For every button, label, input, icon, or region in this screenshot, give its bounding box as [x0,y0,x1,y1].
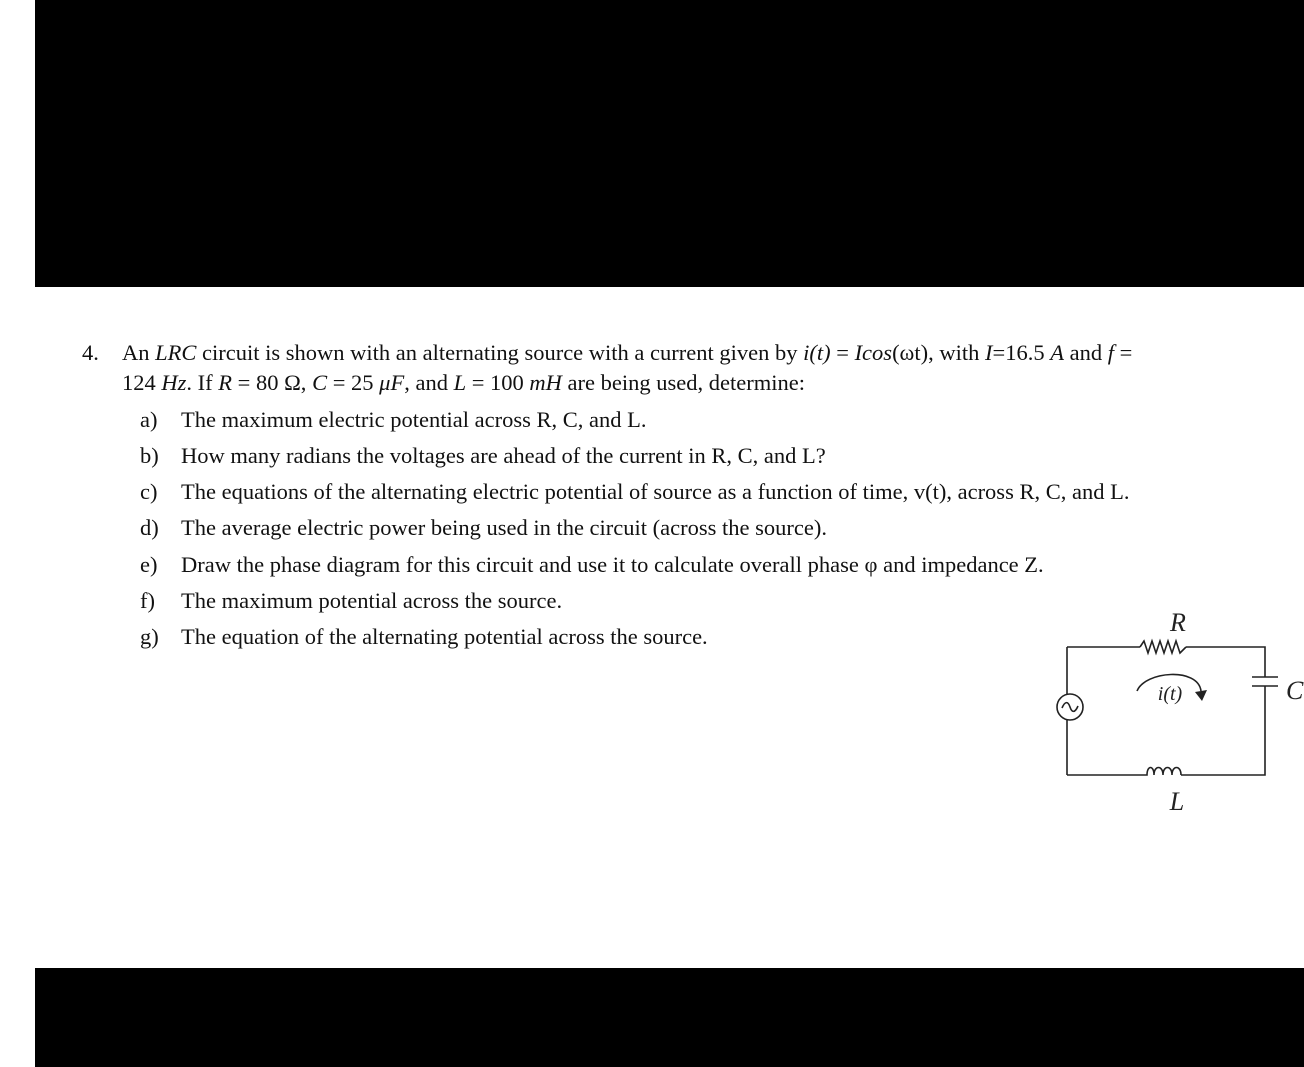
frequency-symbol: f [1107,340,1114,365]
sub-question-label: a) [140,407,158,432]
sub-question-text: The maximum potential across the source. [181,588,563,613]
text-segment: , and [404,370,454,395]
problem-number: 4. [82,340,99,365]
lrc-circuit-diagram [1040,605,1304,820]
sub-question-label: g) [140,624,159,649]
text-segment: =16.5 [992,340,1051,365]
current-arrow-head-icon [1195,690,1207,701]
sub-question-text: How many radians the voltages are ahead of the current in R, C, and L? [181,443,826,468]
stem-line-2 [122,368,1272,398]
resistance-symbol: R [218,370,233,395]
problem-stem [122,338,1272,398]
sub-question-text: The average electric power being used in the circuit (across the source). [181,515,827,540]
inductance-symbol: L [453,370,467,395]
capacitance-symbol: C [312,370,328,395]
sub-question-text: The equations of the alternating electric potential of source as a function of time, v(t), across R, C, and L. [181,479,1130,504]
current-function: i(t) [803,340,831,365]
icos-symbol: Icos [854,340,893,365]
sub-question-label: f) [140,588,155,613]
microfarad-unit: μF [379,370,405,395]
text-segment: = [1113,340,1133,365]
amplitude-symbol: I [985,340,993,365]
resistor-label: R [1170,608,1186,637]
capacitor-plates [1252,677,1278,686]
bottom-black-bar [35,968,1304,1067]
text-segment: 124 [122,370,162,395]
sub-question-text: Draw the phase diagram for this circuit and use it to calculate overall phase φ and impedance Z. [181,552,1044,577]
stem-line-1 [122,338,1272,368]
text-segment: = [830,340,855,365]
sine-wave-icon [1062,703,1078,712]
wire-top-right [1186,647,1265,677]
sub-question-text: The equation of the alternating potential across the source. [181,624,708,649]
resistor-symbol [1140,641,1186,653]
hertz-unit: Hz [161,370,187,395]
lrc-symbol: LRC [155,340,197,365]
wire-right-bottom [1186,686,1265,775]
text-segment: and [1063,340,1108,365]
inductor-symbol [1067,768,1186,776]
text-segment: . If [186,370,219,395]
sub-question-label: d) [140,515,159,540]
text-segment: circuit is shown with an alternating source with a current given by [196,340,804,365]
sub-question-text: The maximum electric potential across R, C, and L. [181,407,647,432]
text-segment: = 100 [466,370,530,395]
sub-question-label: e) [140,552,158,577]
sub-question-label: b) [140,443,159,468]
top-black-bar [35,0,1304,287]
current-label: i(t) [1157,683,1183,705]
inductor-label: L [1169,787,1185,816]
capacitor-label: C [1286,676,1304,705]
text-segment: are being used, determine: [561,370,805,395]
sub-question-label: c) [140,479,158,504]
text-segment: = 25 [327,370,380,395]
text-segment: (ωt), with [892,340,985,365]
ampere-unit: A [1050,340,1064,365]
text-segment: An [122,340,156,365]
millihenry-unit: mH [529,370,562,395]
text-segment: = 80 Ω, [232,370,313,395]
